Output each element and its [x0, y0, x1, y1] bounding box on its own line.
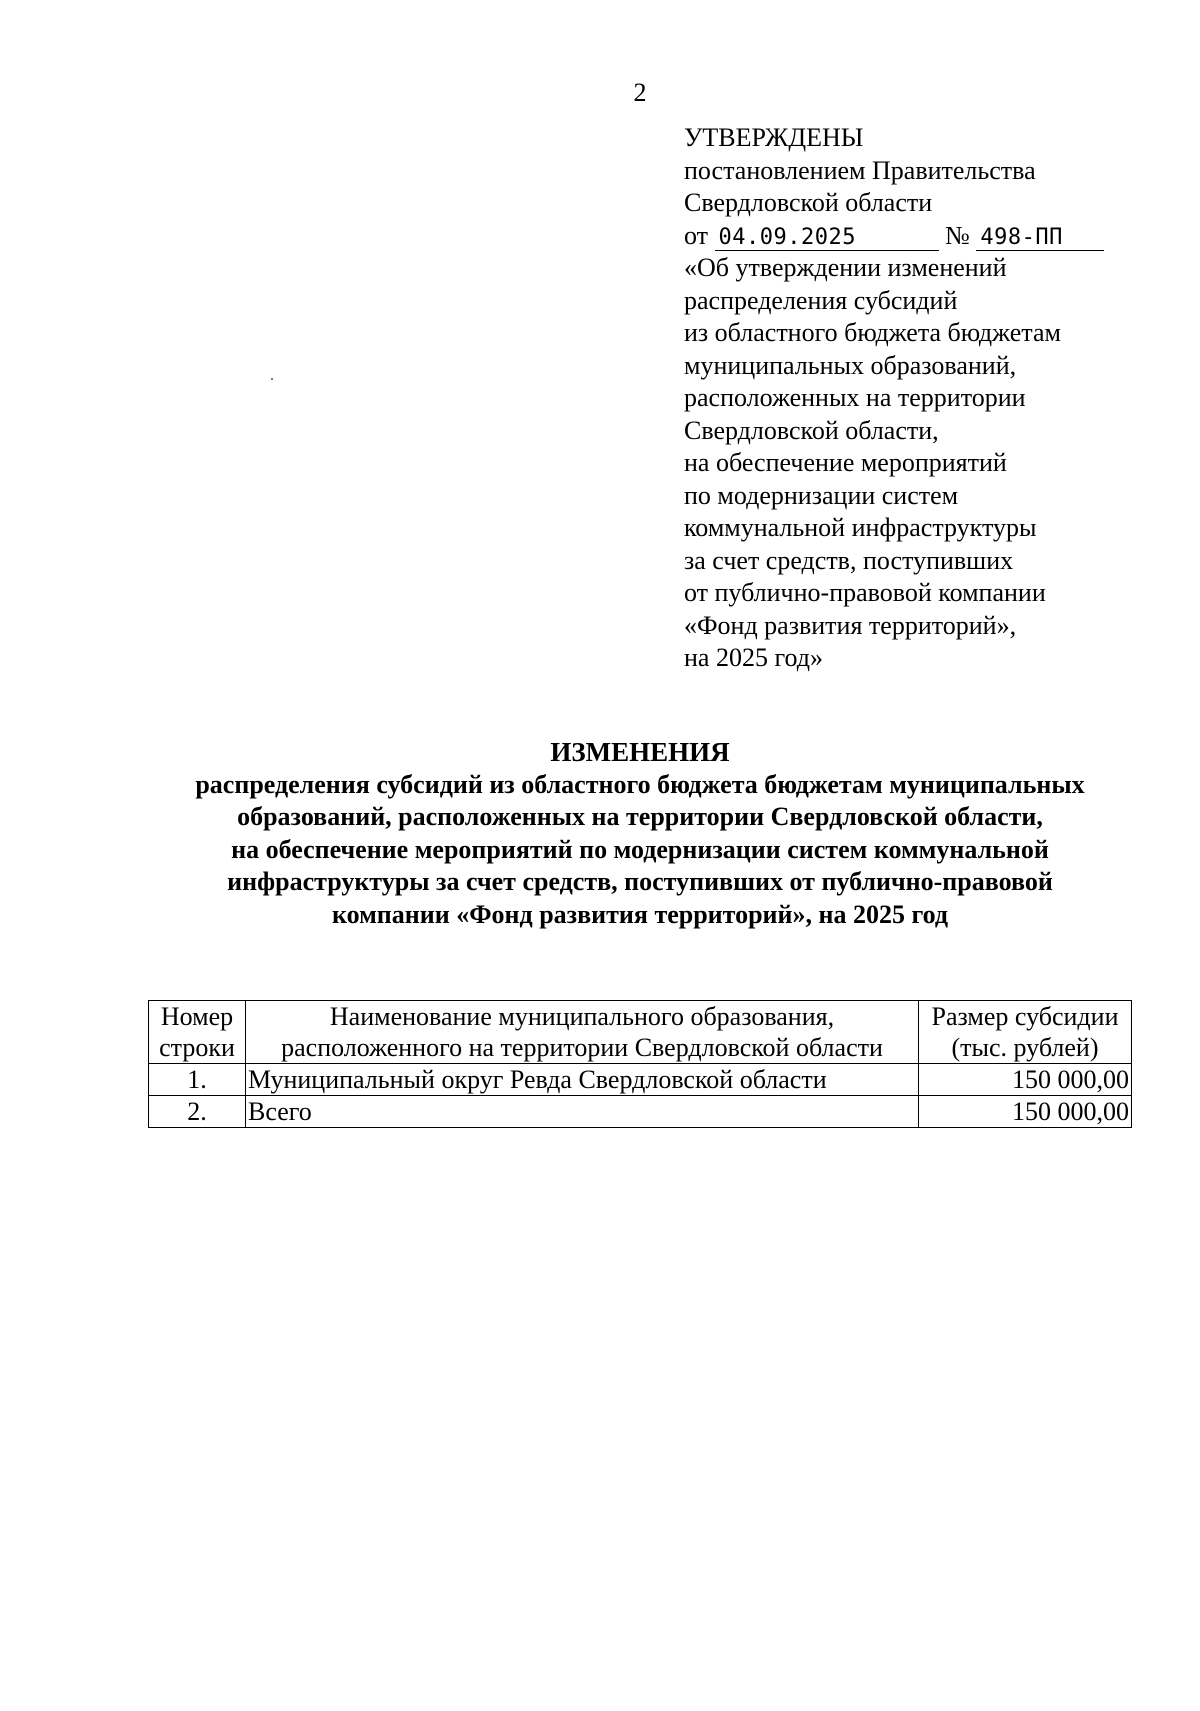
header-row-number: Номер строки	[149, 1001, 246, 1064]
heading-line: компании «Фонд развития территорий», на 2025 год	[331, 899, 949, 929]
heading-line: образований, расположенных на территории Свердловской области,	[237, 802, 1043, 831]
approval-block	[684, 122, 1144, 675]
decree-subject-line: расположенных на территории	[684, 383, 1026, 412]
decree-subject-line: по модернизации систем	[684, 480, 959, 510]
table-row-total	[149, 1096, 1132, 1128]
table-row	[149, 1064, 1132, 1096]
header-municipality-name: Наименование муниципального образования, расположенного на территории Свердловской области	[246, 1001, 919, 1064]
subsidy-table	[148, 1000, 1132, 1128]
decree-number: 498-ПП	[976, 226, 1104, 251]
total-label: Всего	[246, 1096, 919, 1128]
heading-line: инфраструктуры за счет средств, поступивших от публично-правовой	[227, 867, 1053, 896]
table-header-row	[149, 1001, 1132, 1064]
heading-line: распределения субсидий из областного бюджета бюджетам муниципальных	[195, 769, 1085, 799]
page-number: 2	[633, 78, 647, 107]
decree-subject-line: распределения субсидий	[684, 285, 958, 315]
approval-authority: постановлением Правительства	[684, 155, 1036, 185]
decree-subject-line: от публично-правовой компании	[684, 578, 1046, 607]
decree-subject-line: Свердловской области,	[684, 415, 939, 445]
document-heading	[140, 736, 1140, 931]
heading-line: на обеспечение мероприятий по модернизации систем коммунальной	[231, 834, 1049, 864]
approval-date-line	[684, 220, 1144, 253]
subsidy-amount: 150 000,00	[919, 1064, 1132, 1096]
decree-subject-line: из областного бюджета бюджетам	[684, 318, 1061, 347]
municipality-name: Муниципальный округ Ревда Свердловской области	[246, 1064, 919, 1096]
row-number: 2.	[149, 1096, 246, 1128]
heading-title: ИЗМЕНЕНИЯ	[550, 737, 730, 767]
decree-subject-line: на обеспечение мероприятий	[684, 448, 1007, 477]
approval-label: УТВЕРЖДЕНЫ	[684, 123, 864, 152]
number-prefix: №	[945, 220, 970, 250]
decree-subject-line: муниципальных образований,	[684, 350, 1017, 380]
row-number: 1.	[149, 1064, 246, 1096]
decree-subject-line: «Фонд развития территорий»,	[684, 610, 1017, 640]
decree-subject-line: коммунальной инфраструктуры	[684, 513, 1037, 542]
decree-subject-line: за счет средств, поступивших	[684, 545, 1014, 575]
approval-region: Свердловской области	[684, 188, 933, 217]
total-amount: 150 000,00	[919, 1096, 1132, 1128]
header-subsidy-amount: Размер субсидии (тыс. рублей)	[919, 1001, 1132, 1064]
scan-speck	[271, 378, 273, 380]
decree-date: 04.09.2025	[715, 226, 939, 251]
date-prefix: от	[684, 220, 709, 250]
decree-subject-line: на 2025 год»	[684, 643, 823, 672]
decree-subject-line: «Об утверждении изменений	[684, 253, 1007, 282]
